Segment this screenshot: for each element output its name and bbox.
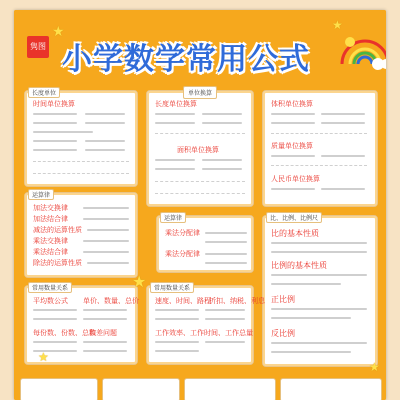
card-heading: 面积单位换算: [177, 146, 219, 154]
poster: [14, 10, 386, 400]
rainbow-icon: [338, 30, 386, 70]
law-item: 乘法分配律: [165, 229, 200, 237]
text-line: [271, 188, 315, 190]
card-heading: 长度单位换算: [155, 100, 197, 108]
card-heading: 人民币单位换算: [271, 175, 320, 183]
formula-line: [271, 308, 367, 310]
relation-heading: 单价、数量、总价: [83, 297, 139, 305]
text-line: [85, 140, 125, 142]
text-line: [271, 122, 315, 124]
card-tag: 比、比例、比例尺: [266, 212, 322, 223]
formula-line: [83, 251, 129, 253]
number-line: [155, 193, 245, 195]
formula-line: [205, 232, 247, 234]
bottom-card: [20, 378, 98, 400]
operation-laws-card: [24, 192, 138, 278]
text-line: [321, 188, 365, 190]
card-tag: 运算律: [160, 212, 186, 223]
text-line: [271, 113, 315, 115]
brand-logo: 隽图: [27, 36, 49, 58]
formula-line: [271, 274, 367, 276]
formula-line: [205, 318, 245, 320]
formula-line: [205, 341, 245, 343]
ratio-heading: 比的基本性质: [271, 229, 319, 238]
star-icon: ★: [52, 24, 65, 40]
ratio-card: [262, 215, 378, 367]
number-line: [33, 173, 129, 175]
text-line: [85, 113, 125, 115]
star-icon: ★: [132, 272, 147, 291]
number-line: [271, 133, 367, 135]
formula-line: [205, 241, 247, 243]
text-line: [33, 113, 77, 115]
formula-line: [271, 351, 351, 353]
relation-heading: 速度、时间、路程: [155, 297, 211, 305]
text-line: [33, 140, 77, 142]
card-heading: 质量单位换算: [271, 142, 313, 150]
text-line: [85, 149, 125, 151]
law-item: 乘法结合律: [33, 248, 68, 256]
speed-work-card: [146, 285, 265, 365]
formula-line: [33, 341, 77, 343]
formula-line: [83, 318, 127, 320]
formula-line: [83, 218, 129, 220]
bottom-card: [102, 378, 180, 400]
formula-line: [33, 309, 77, 311]
formula-line: [83, 240, 129, 242]
formula-line: [271, 251, 367, 253]
formula-line: [83, 350, 127, 352]
bottom-card: [280, 378, 382, 400]
star-icon: ★: [38, 350, 49, 364]
text-line: [33, 149, 77, 151]
formula-line: [87, 262, 129, 264]
text-line: [202, 168, 242, 170]
header: [14, 10, 386, 80]
volume-mass-card: [262, 90, 378, 207]
number-line: [271, 165, 367, 167]
card-ribbon: 单位换算: [183, 86, 217, 99]
formula-line: [87, 229, 129, 231]
card-heading: 体积单位换算: [271, 100, 313, 108]
law-item: 除法的运算性质: [33, 259, 82, 267]
text-line: [155, 168, 195, 170]
star-icon: ★: [332, 18, 343, 32]
relation-heading: 平均数公式: [33, 297, 68, 305]
number-line: [155, 133, 245, 135]
law-item: 乘法交换律: [33, 237, 68, 245]
relation-heading: 工作效率、工作时间、工作总量: [155, 329, 253, 337]
card-tag: 运算律: [28, 189, 54, 200]
text-line: [271, 155, 315, 157]
relation-heading: 和差问题: [89, 329, 117, 337]
law-item: 乘法分配律: [165, 250, 200, 258]
card-heading: 时间单位换算: [33, 100, 75, 108]
formula-line: [205, 262, 247, 264]
card-tag: 常用数量关系: [150, 282, 194, 293]
card-tag: 常用数量关系: [28, 282, 72, 293]
law-item: 减法的运算性质: [33, 226, 82, 234]
formula-line: [83, 207, 129, 209]
card-tag: 长度单位: [28, 87, 60, 98]
time-units-card: [24, 90, 138, 187]
text-line: [155, 159, 195, 161]
text-line: [321, 113, 365, 115]
formula-line: [205, 253, 247, 255]
formula-line: [155, 350, 199, 352]
text-line: [155, 113, 195, 115]
ratio-heading: 反比例: [271, 329, 295, 338]
formula-line: [155, 318, 199, 320]
text-line: [202, 159, 242, 161]
formula-line: [271, 342, 367, 344]
number-line: [33, 161, 129, 163]
number-line: [155, 181, 245, 183]
formula-line: [271, 283, 341, 285]
law-item: 加法交换律: [33, 204, 68, 212]
text-line: [321, 122, 365, 124]
text-line: [321, 155, 365, 157]
formula-line: [83, 309, 127, 311]
bottom-card: [184, 378, 276, 400]
formula-line: [155, 309, 199, 311]
formula-line: [271, 317, 351, 319]
length-area-card: [146, 90, 254, 207]
text-line: [33, 131, 93, 133]
star-icon: ★: [369, 360, 380, 374]
relation-heading: 折扣、纳税、利息: [209, 297, 265, 305]
text-line: [202, 122, 242, 124]
text-line: [85, 122, 125, 124]
relation-heading: 每份数、份数、总数: [33, 329, 96, 337]
text-line: [33, 122, 77, 124]
formula-line: [205, 309, 245, 311]
text-line: [202, 113, 242, 115]
formula-line: [155, 341, 199, 343]
ratio-heading: 正比例: [271, 295, 295, 304]
law-item: 加法结合律: [33, 215, 68, 223]
ratio-heading: 比例的基本性质: [271, 261, 327, 270]
formula-line: [271, 242, 367, 244]
distributive-law-card: [156, 215, 254, 273]
formula-line: [83, 341, 127, 343]
page-title: 小学数学常用公式: [62, 42, 310, 77]
text-line: [155, 122, 195, 124]
formula-line: [33, 318, 77, 320]
